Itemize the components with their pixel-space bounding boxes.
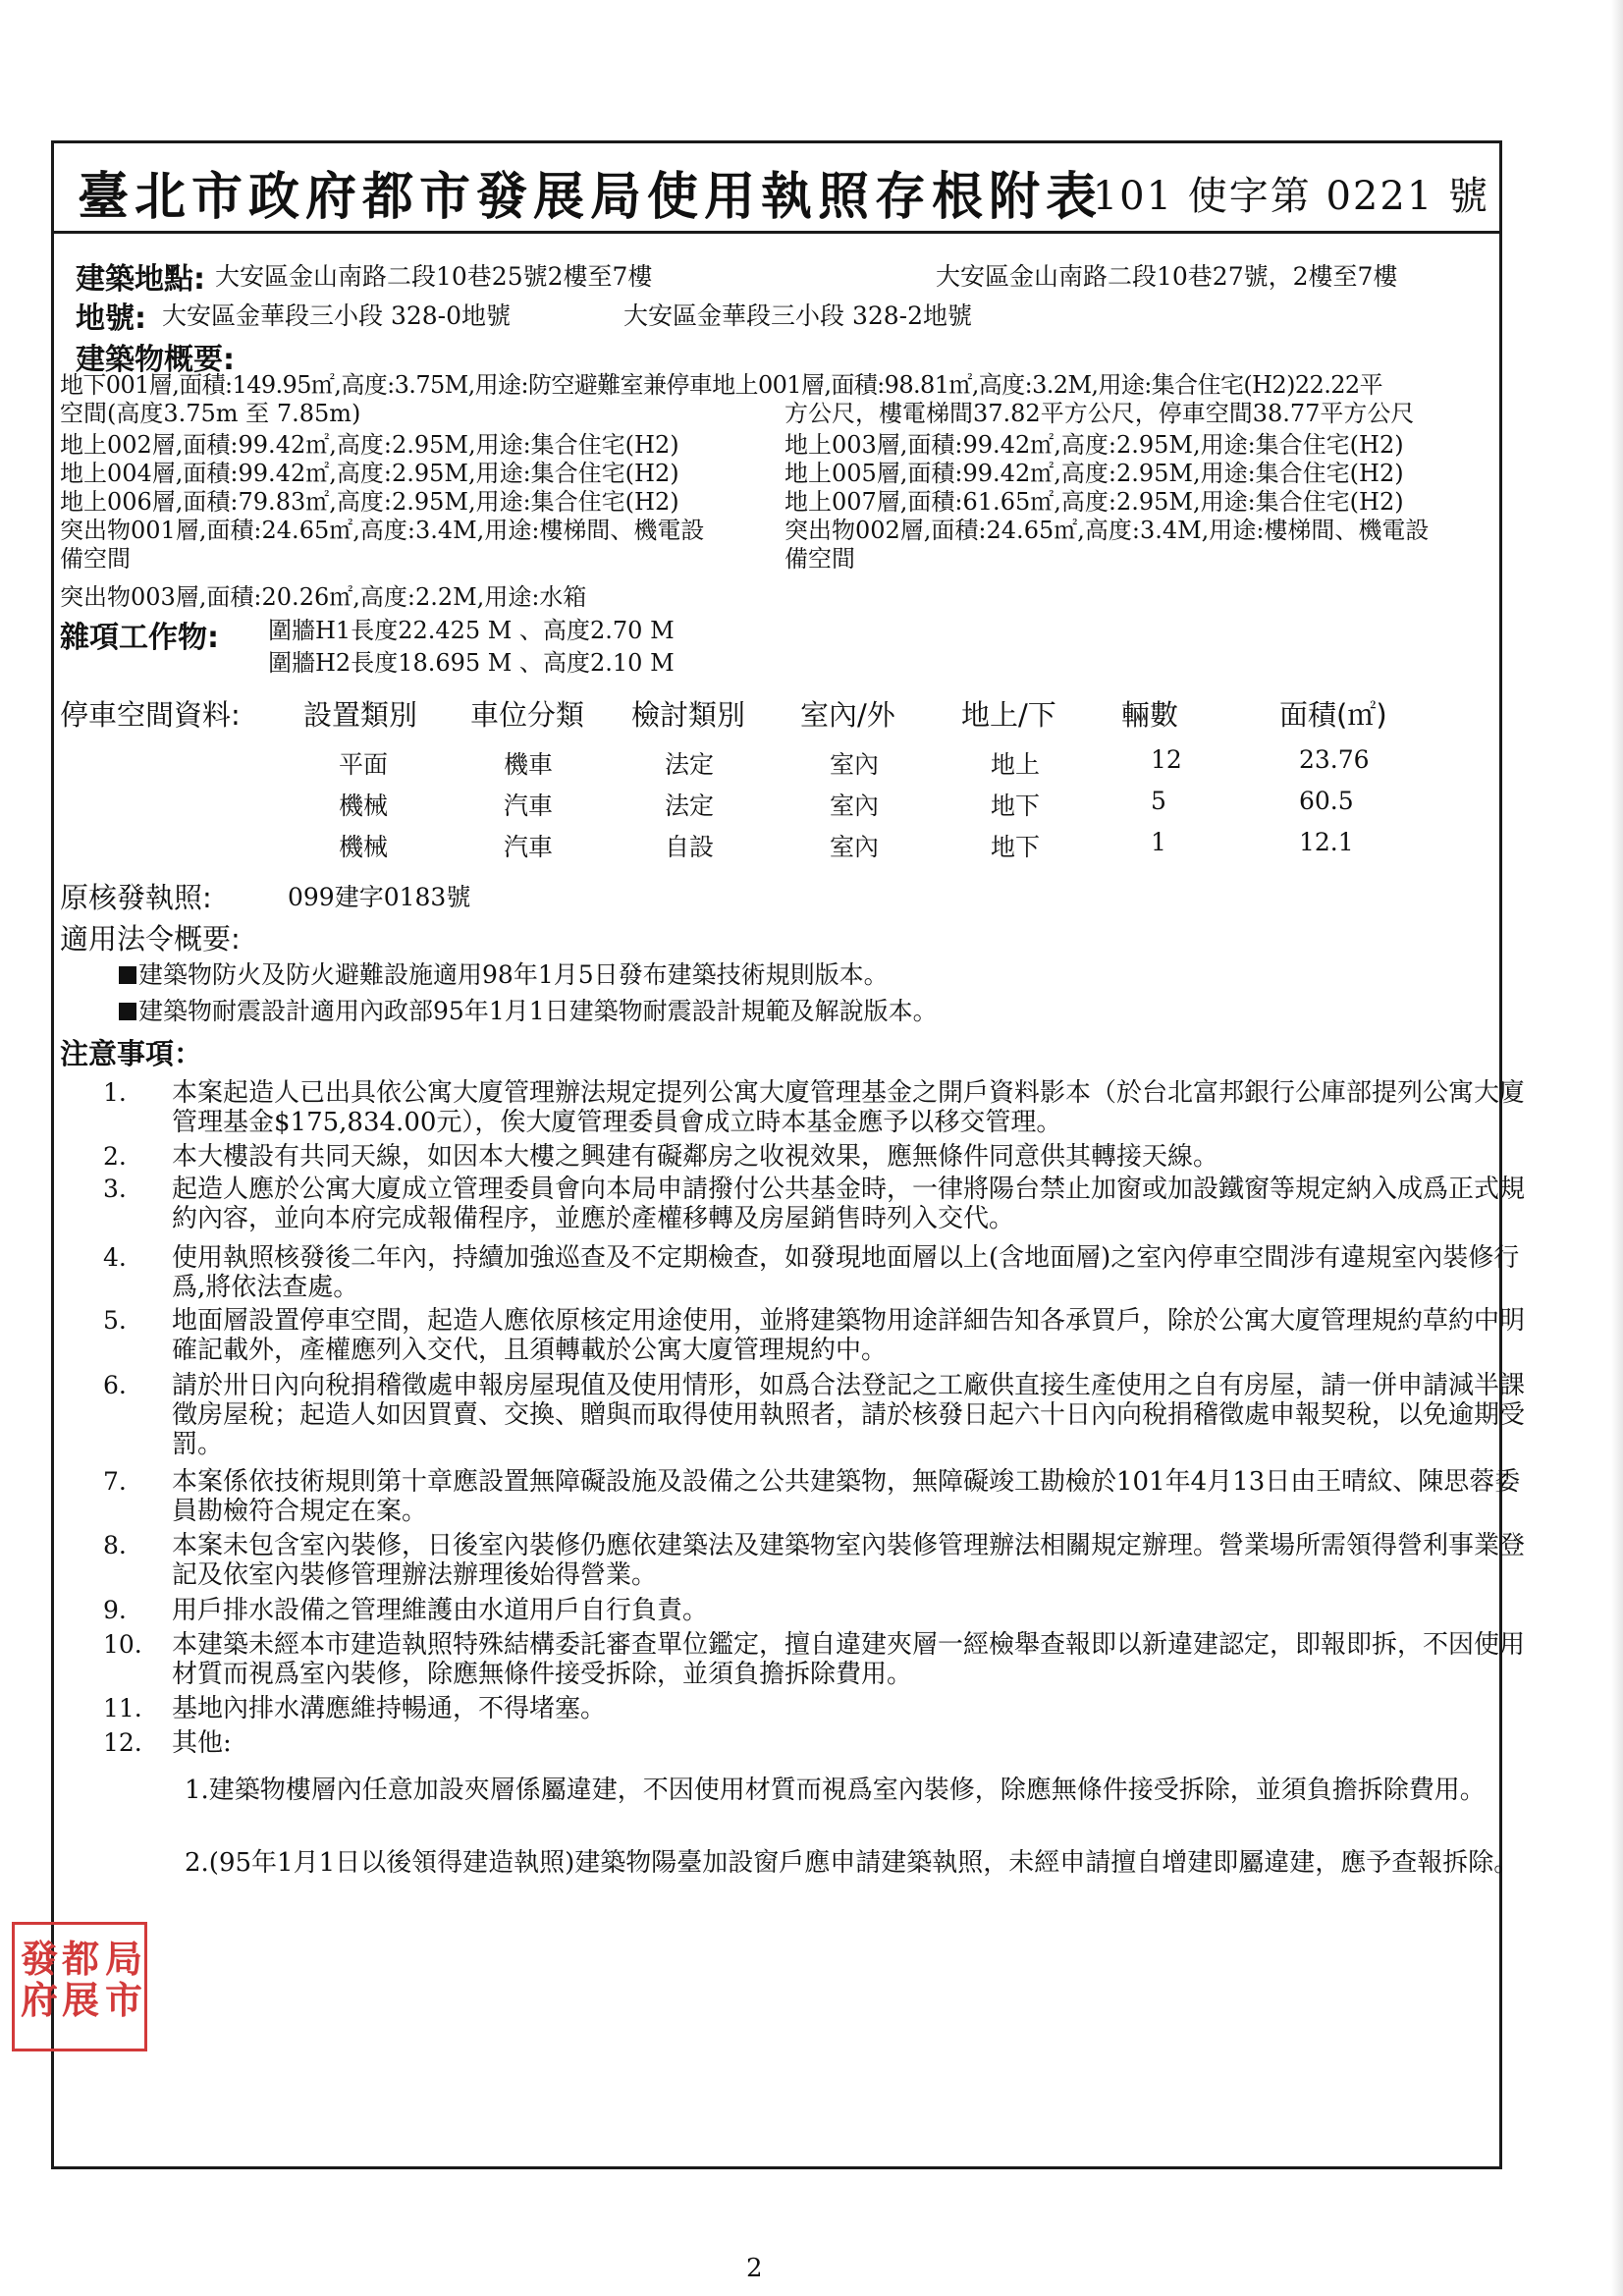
parking-cell: 法定 [665, 750, 715, 779]
parking-header-area: 面積(㎡) [1279, 698, 1387, 732]
overview-f3: 地上003層,面積:99.42㎡,高度:2.95M,用途:集合住宅(H2) [784, 431, 1404, 459]
site-value-2: 大安區金山南路二段10巷27號，2樓至7樓 [936, 262, 1398, 291]
original-license-value: 099建字0183號 [288, 883, 471, 911]
parking-header-review: 檢討類別 [631, 698, 746, 732]
parking-cell: 自設 [665, 833, 715, 861]
parking-cell: 12 [1151, 745, 1182, 774]
parking-header-level: 地上/下 [961, 698, 1056, 732]
misc-wall-1: 圍牆H1長度22.425 M 、高度2.70 M [268, 617, 675, 644]
overview-r1-line1: 突出物001層,面積:24.65㎡,高度:3.4M,用途:樓梯間、機電設 [60, 517, 705, 544]
parking-cell: 12.1 [1299, 828, 1354, 856]
overview-b1-line1: 地下001層,面積:149.95㎡,高度:3.75M,用途:防空避難室兼停車地上001層,面積:98.81㎡,高度:3.2M,用途:集合住宅(H2)22.22平 [60, 371, 1382, 399]
overview-f1-line2: 方公尺，樓電梯間37.82平方公尺，停車空間38.77平方公尺 [784, 400, 1415, 427]
notes-label: 注意事項： [60, 1037, 203, 1070]
parking-label: 停車空間資料: [60, 698, 241, 732]
site-label: 建築地點: [76, 262, 205, 297]
overview-label: 建築物概要: [76, 343, 235, 377]
overview-f7: 地上007層,面積:61.65㎡,高度:2.95M,用途:集合住宅(H2) [784, 488, 1404, 516]
parking-cell: 機械 [339, 792, 389, 820]
parking-cell: 機械 [339, 833, 389, 861]
overview-r1-line2: 備空間 [60, 545, 131, 573]
overview-b1-line2: 空間(高度3.75m 至 7.85m) [60, 400, 361, 427]
misc-wall-2: 圍牆H2長度18.695 M 、高度2.10 M [268, 649, 675, 677]
permit-number: 101 使字第 0221 號 [1092, 174, 1489, 219]
overview-r2-line1: 突出物002層,面積:24.65㎡,高度:3.4M,用途:樓梯間、機電設 [784, 517, 1430, 544]
parking-header-type: 設置類別 [303, 698, 418, 732]
parking-cell: 地下 [991, 792, 1041, 820]
parking-cell: 5 [1151, 787, 1166, 815]
parking-cell: 室內 [830, 750, 880, 779]
parking-cell: 室內 [830, 833, 880, 861]
overview-r3: 突出物003層,面積:20.26㎡,高度:2.2M,用途:水箱 [60, 583, 587, 611]
parking-cell: 汽車 [504, 792, 554, 820]
parking-header-vehicle: 車位分類 [470, 698, 585, 732]
overview-f4: 地上004層,面積:99.42㎡,高度:2.95M,用途:集合住宅(H2) [60, 460, 679, 487]
parking-cell: 平面 [339, 750, 389, 779]
regulation-item-1: 建築物防火及防火避難設施適用98年1月5日發布建築技術規則版本。 [119, 956, 889, 991]
parking-cell: 機車 [504, 750, 554, 779]
overview-f6: 地上006層,面積:79.83㎡,高度:2.95M,用途:集合住宅(H2) [60, 488, 679, 516]
document-frame: 臺北市政府都市發展局使用執照存根附表 101 使字第 0221 號 建築地點: 大安區金山南路二段10巷25號2樓至7樓 大安區金山南路二段10巷27號，2樓至7樓 地號: 大安區金華段三小段 328-0地號 大安區金華段三小段 328-2地號 建築物概要: 地下001層,面積:149.95㎡,高度:3.75M,用途:防空避難室兼停車地上001層,面積:98.81㎡,高度:3.2M,用途:集合住宅(H2)22.22平 空間(高度3.75m 至 7.85m) 方公尺，樓電梯間37.82平方公尺，停車空間38.77平方公尺 地上002層,面積:99.42㎡,高度:2.95M,用途:集合住宅(H2) 地上003層,面積:99.42㎡,高度:2.95M,用途:集合住宅(H2) 地上004層,面積:99.42㎡,高度:2.95M,用途:集合住宅(H2) 地上005層,面積:99.42㎡,高度:2.95M,用途:集合住宅(H2) 地上006層,面積:79.83㎡,高度:2.95M,用途:集合住宅(H2) 地上007層,面積:61.65㎡,高度:2.95M,用途:集合住宅(H2) 突出物001層,面積:24.65㎡,高度:3.4M,用途:樓梯間、機電設 突出物002層,面積:24.65㎡,高度:3.4M,用途:樓梯間、機電設 備空間 備空間 突出物003層,面積:20.26㎡,高度:2.2M,用途:水箱 雜項工作物: 圍牆H1長度22.425 M 、高度2.70 M 圍牆H2長度18.695 M 、高度2.10 M 停車空間資料: 設置類別 車位分類 檢討類別 室內/外 地上/下 輛數 面積(㎡) 平面 機車 法定 室內 地上 12 23.76 機械 汽車 法定 室內 地下 5 60.5 機械 汽車 自設 室內 地下 1 12.1 原核發執照: 099建字0183號 適用法令概要: 建築物防火及防火避難設施適用98年1月5日發布建築技術規則版本。 建築物耐震設計適用內政部95年1月1日建築物耐震設計規範及解說版本。 注意事項： 1. 本案起造人已出具依公寓大廈管理辦法規定提列公寓大廈管理基金之開戶資料影本（於台北富邦銀行公庫部提列公寓大廈管理基金$175,834.00元），俟大廈管理委員會成立時本基金應予以移交管理。 2. 本大樓設有共同天線，如因本大樓之興建有礙鄰房之收視效果，應無條件同意供其轉接天線。 3. 起造人應於公寓大廈成立管理委員會向本局申請撥付公共基金時，一律將陽台禁止加窗或加設鐵窗等規定納入成爲正式規約內容，並向本府完成報備程序，並應於產權移轉及房屋銷售時列入交代。 4. 使用執照核發後二年內，持續加強巡查及不定期檢查，如發現地面層以上(含地面層)之室內停車空間涉有違規室內裝修行爲,將依法查處。 5. 地面層設置停車空間，起造人應依原核定用途使用，並將建築物用途詳細告知各承買戶，除於公寓大廈管理規約草約中明確記載外，產權應列入交代，且須轉載於公寓大廈管理規約中。 6. 請於卅日內向稅捐稽徵處申報房屋現值及使用情形，如爲合法登記之工廠供直接生產使用之自有房屋，請一併申請減半課徵房屋稅；起造人如因買賣、交換、贈與而取得使用執照者，請於核發日起六十日內向稅捐稽徵處申報契稅，以免逾期受罰。 7. 本案係依技術規則第十章應設置無障礙設施及設備之公共建築物，無障礙竣工勘檢於101年4月13日由王晴紋、陳思蓉委員勘檢符合規定在案。 8. 本案未包含室內裝修，日後室內裝修仍應依建築法及建築物室內裝修管理辦法相關規定辦理。營業場所需領得營利事業登記及依室內裝修管理辦法辦理後始得營業。 9. 用戶排水設備之管理維護由水道用戶自行負責。 10. 本建築未經本市建造執照特殊結構委託審查單位鑑定，擅自違建夾層一經檢舉查報即以新違建認定，即報即拆，不因使用材質而視爲室內裝修，除應無條件接受拆除，並須負擔拆除費用。 11. 基地內排水溝應維持暢通，不得堵塞。 12. 其他: 1.建築物樓層內任意加設夾層係屬違建，不因使用材質而視爲室內裝修，除應無條件接受拆除，並須負擔拆除費用。 2.(95年1月1日以後領得建造執照)建築物陽臺加設窗戶應申請建築執照，未經申請擅自增建即屬違建，應予查報拆除。 [51, 140, 1502, 2169]
page-edge-shadow [1611, 0, 1623, 2296]
misc-label: 雜項工作物: [60, 621, 219, 655]
parking-cell: 地下 [991, 833, 1041, 861]
lot-value: 大安區金華段三小段 328-0地號 [162, 301, 512, 330]
parking-cell: 汽車 [504, 833, 554, 861]
parking-header-count: 輛數 [1121, 698, 1179, 732]
parking-cell: 地上 [991, 750, 1041, 779]
document-title: 臺北市政府都市發展局使用執照存根附表 [78, 167, 1104, 227]
overview-r2-line2: 備空間 [784, 545, 855, 573]
parking-cell: 1 [1151, 828, 1166, 856]
other-sub-item-1: 1.建築物樓層內任意加設夾層係屬違建，不因使用材質而視爲室內裝修，除應無條件接受拆除，並須負擔拆除費用。 [185, 1776, 1486, 1805]
parking-cell: 法定 [665, 792, 715, 820]
page-number: 2 [746, 2254, 763, 2283]
site-value: 大安區金山南路二段10巷25號2樓至7樓 [215, 262, 653, 291]
official-seal-stamp: 局 都 市 展 發 府 [12, 1922, 147, 2051]
parking-cell: 60.5 [1299, 787, 1354, 815]
regulation-item-2: 建築物耐震設計適用內政部95年1月1日建築物耐震設計規範及解說版本。 [119, 992, 938, 1027]
regulations-label: 適用法令概要: [60, 922, 241, 956]
lot-value-2: 大安區金華段三小段 328-2地號 [623, 301, 973, 330]
parking-cell: 23.76 [1299, 745, 1370, 774]
parking-header-indoor: 室內/外 [800, 698, 895, 732]
original-license-label: 原核發執照: [60, 881, 212, 914]
lot-label: 地號: [76, 301, 146, 336]
title-bar [54, 143, 1499, 234]
other-sub-item-2: 2.(95年1月1日以後領得建造執照)建築物陽臺加設窗戶應申請建築執照，未經申請擅自增建即屬違建，應予查報拆除。 [185, 1848, 1520, 1878]
filled-square-icon [119, 1003, 136, 1020]
overview-f2: 地上002層,面積:99.42㎡,高度:2.95M,用途:集合住宅(H2) [60, 431, 679, 459]
parking-cell: 室內 [830, 792, 880, 820]
filled-square-icon [119, 966, 136, 984]
overview-f5: 地上005層,面積:99.42㎡,高度:2.95M,用途:集合住宅(H2) [784, 460, 1404, 487]
